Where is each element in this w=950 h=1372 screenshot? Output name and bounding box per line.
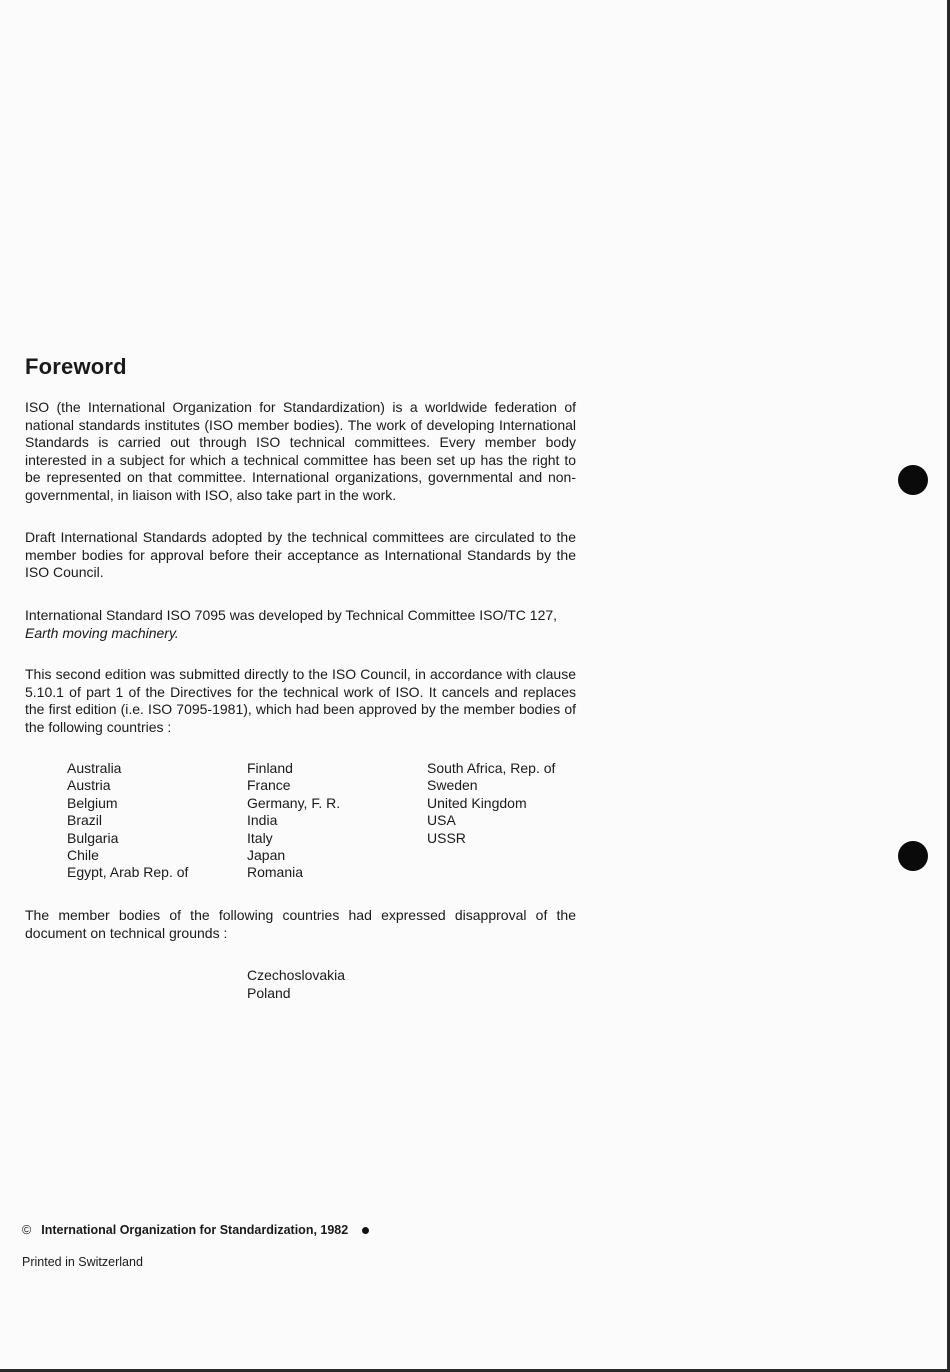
list-item: Czechoslovakia bbox=[247, 967, 346, 983]
list-item: Australia bbox=[67, 760, 122, 776]
approving-countries-column-2 bbox=[247, 760, 340, 882]
paragraph-edition: This second edition was submitted directly to the ISO Council, in accordance with clause 5.10.1 of part 1 of the Directives for the technical work of ISO. It cancels and replaces the first edition (i.e. ISO 7095-1981), which had been approved by the member bodies of the following countries : bbox=[25, 666, 576, 735]
list-item: France bbox=[247, 777, 291, 794]
disapproving-countries bbox=[247, 967, 345, 1002]
list-item: Brazil bbox=[67, 812, 103, 829]
approving-countries-column-1 bbox=[67, 760, 188, 882]
list-item: Finland bbox=[247, 760, 293, 776]
page-title: Foreword bbox=[25, 354, 127, 379]
list-item: Austria bbox=[67, 777, 111, 794]
list-item: Bulgaria bbox=[67, 829, 119, 846]
list-item: USA bbox=[427, 812, 456, 829]
copyright-text: International Organization for Standardization, 1982 bbox=[41, 1223, 349, 1237]
bullet-dot-icon bbox=[362, 1227, 369, 1234]
list-item: India bbox=[247, 812, 278, 829]
approving-countries-column-3 bbox=[427, 760, 555, 847]
list-item: Sweden bbox=[427, 777, 478, 794]
list-item: Poland bbox=[247, 984, 291, 1001]
punch-hole-bottom bbox=[898, 841, 928, 871]
list-item: Japan bbox=[247, 847, 286, 864]
list-item: Germany, F. R. bbox=[247, 794, 341, 811]
committee-title: Earth moving machinery. bbox=[25, 624, 179, 641]
paragraph-draft-standards: Draft International Standards adopted by the technical committees are circulated to the member bodies for approval before their acceptance as International Standards by the ISO Council. bbox=[25, 529, 576, 580]
list-item: United Kingdom bbox=[427, 794, 527, 811]
committee-text: International Standard ISO 7095 was developed by Technical Committee ISO/TC 127, bbox=[25, 607, 558, 623]
printed-location: Printed in Switzerland bbox=[22, 1255, 143, 1269]
list-item: USSR bbox=[427, 829, 466, 846]
paragraph-iso-intro: ISO (the International Organization for Standardization) is a worldwide federation of national standards institutes (ISO member bodies). The work of developing International Standards is carried out through ISO technical committees. Every member body interested in a subject for which a technical committee has been set up has the right to be represented on that committee. International organizations, governmental and non-governmental, in liaison with ISO, also take part in the work. bbox=[25, 399, 576, 503]
copyright-symbol: © bbox=[22, 1223, 32, 1237]
list-item: Italy bbox=[247, 829, 273, 846]
list-item: Romania bbox=[247, 864, 304, 881]
list-item: Chile bbox=[67, 847, 99, 864]
punch-hole-top bbox=[898, 465, 928, 495]
list-item: South Africa, Rep. of bbox=[427, 760, 556, 776]
paragraph-committee bbox=[25, 607, 576, 642]
list-item: Egypt, Arab Rep. of bbox=[67, 864, 189, 881]
list-item: Belgium bbox=[67, 794, 118, 811]
copyright-line bbox=[22, 1223, 369, 1237]
paragraph-disapproval: The member bodies of the following countries had expressed disapproval of the document on technical grounds : bbox=[25, 907, 576, 941]
